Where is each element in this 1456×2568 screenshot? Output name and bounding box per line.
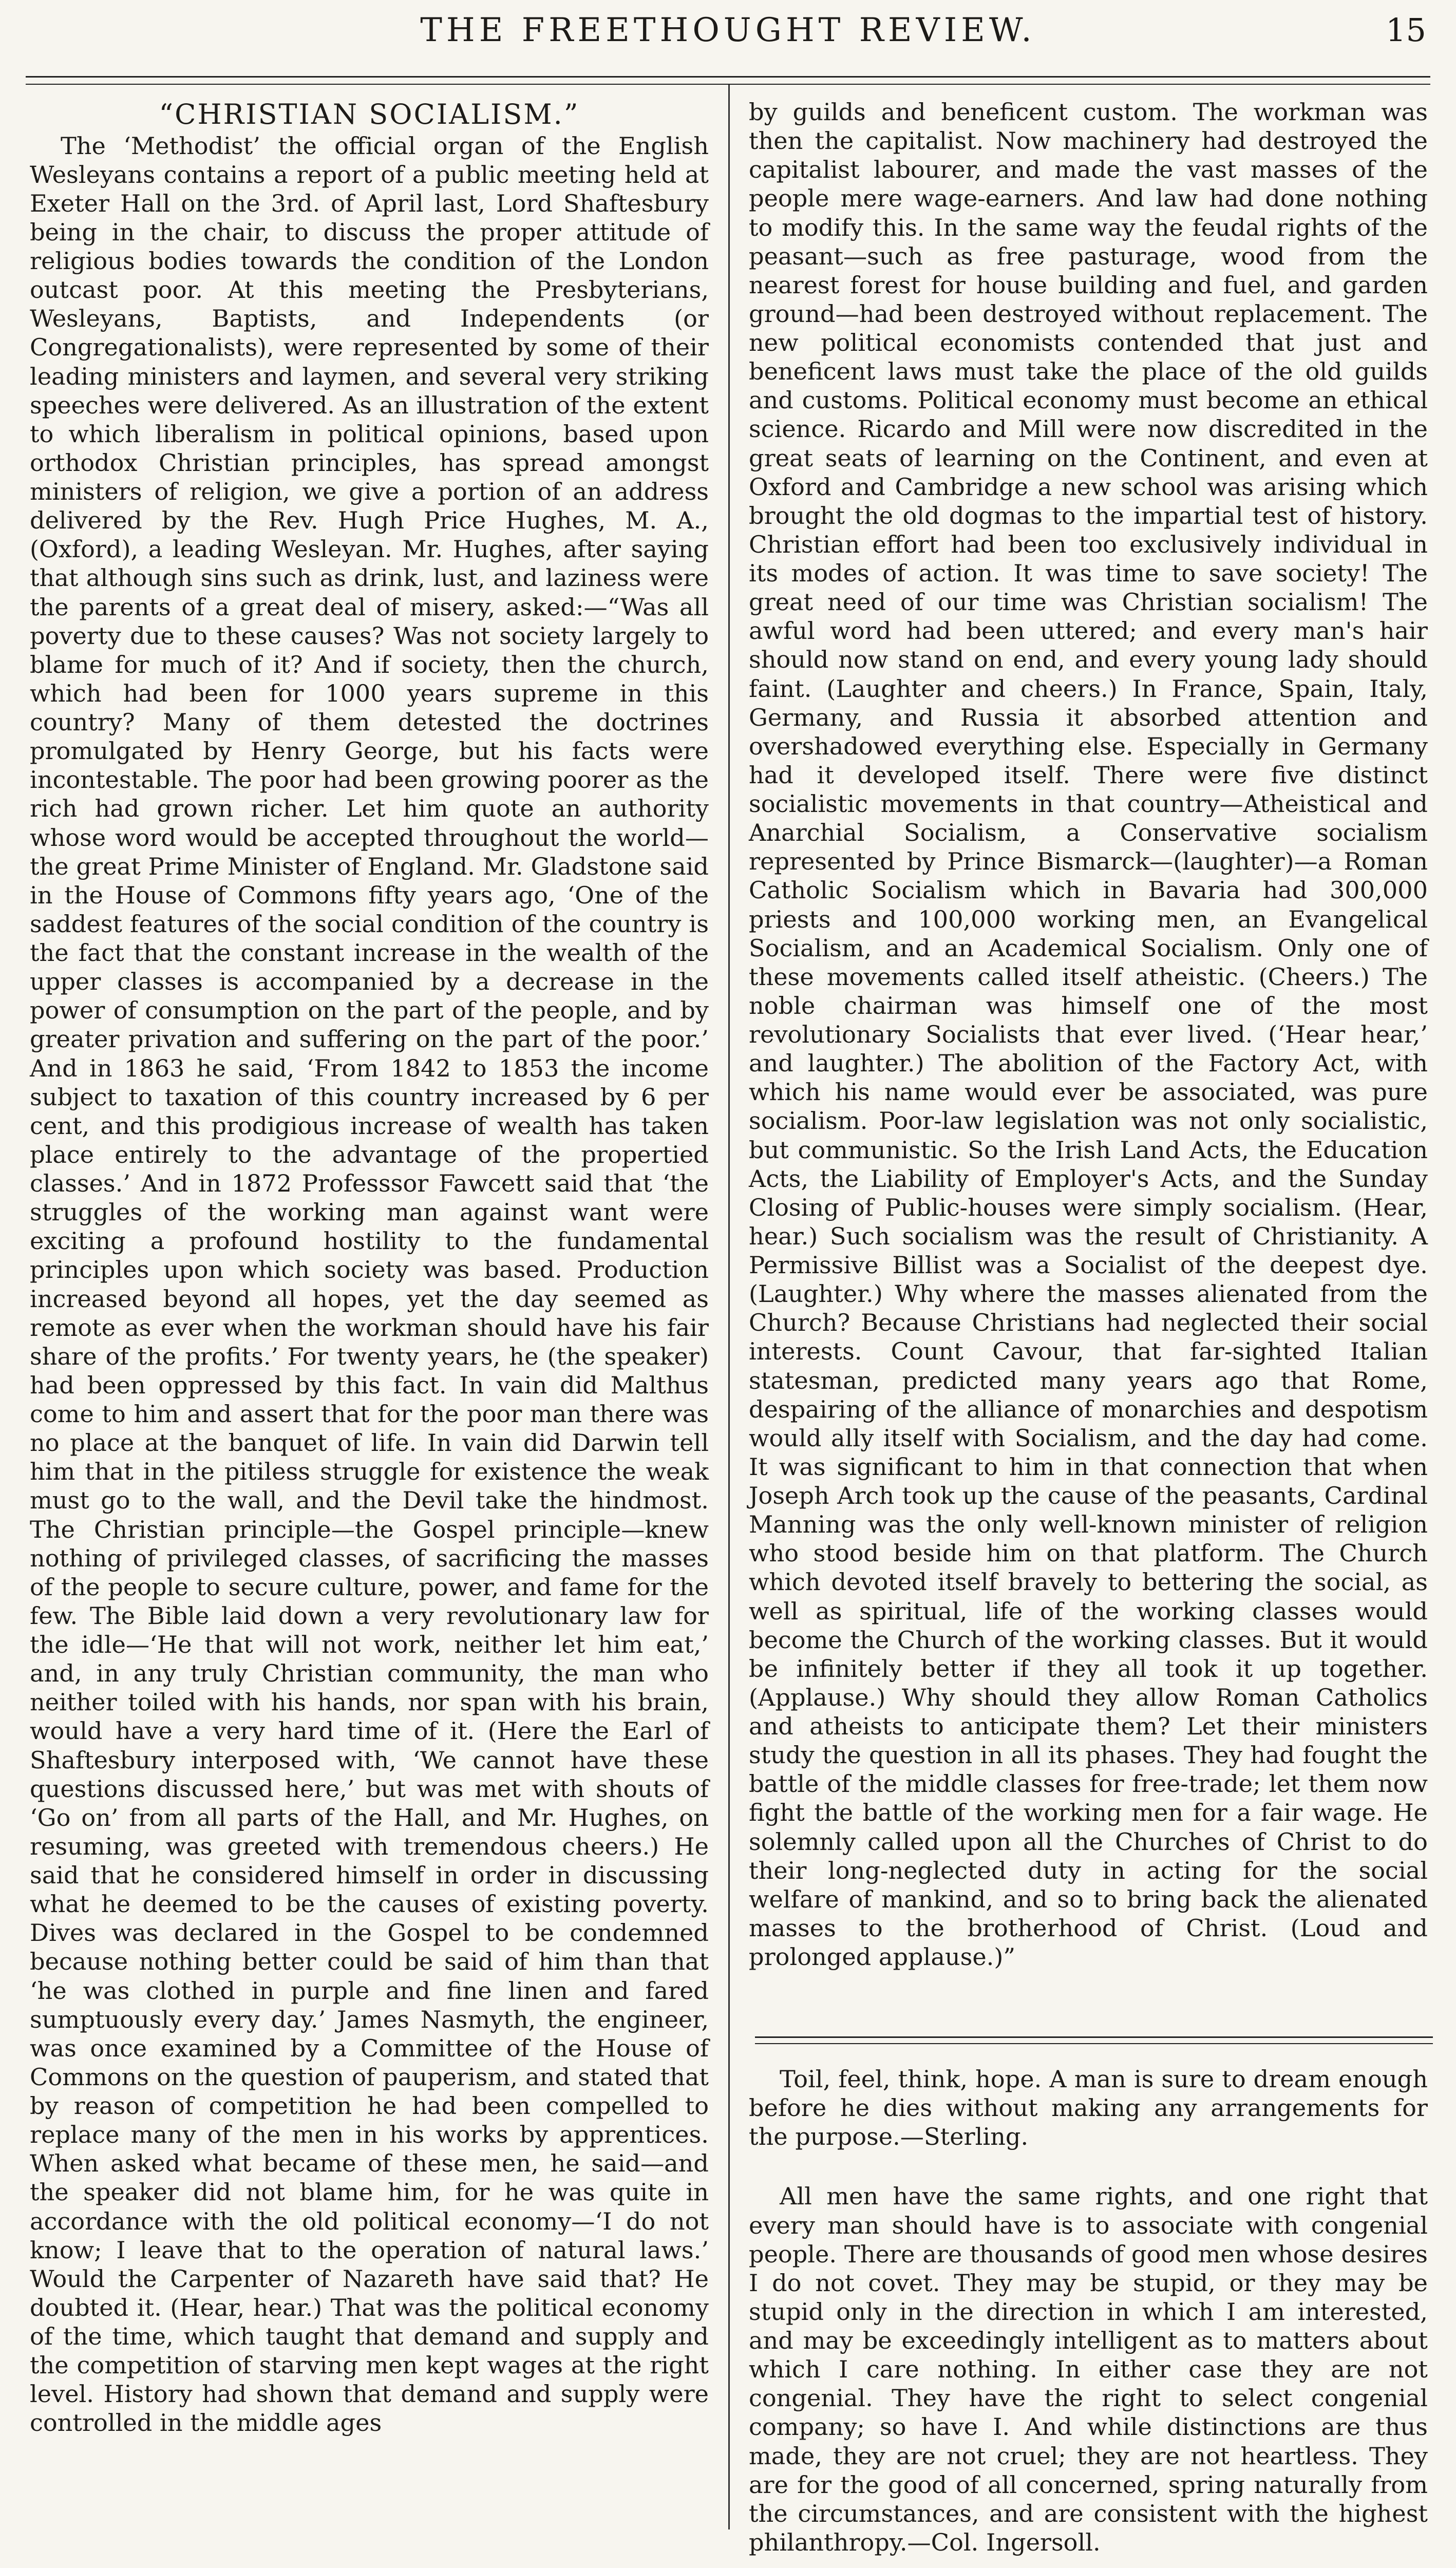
left-column [30, 98, 709, 2438]
article-body-left: The ‘Methodist’ the official organ of the English Wesleyans contains a report of a public meeting held at Exeter Hall on the 3rd. of April last, Lord Shaftesbury being in the chair, to discuss the proper attitude of religious bodies towards the condition of the London outcast poor. At this meeting the Presbyterians, Wesleyans, Baptists, and Independents (or Congregationalists), were represented by some of their leading ministers and laymen, and several very striking speeches were delivered. As an illustration of the extent to which liberalism in political opinions, based upon orthodox Christian principles, has spread amongst ministers of religion, we give a portion of an address delivered by the Rev. Hugh Price Hughes, M. A., (Oxford), a leading Wesleyan. Mr. Hughes, after saying that although sins such as drink, lust, and laziness were the parents of a great deal of misery, asked:—“Was all poverty due to these causes? Was not society largely to blame for much of it? And if society, then the church, which had been for 1000 years supreme in this country? Many of them detested the doctrines promulgated by Henry George, but his facts were incontestable. The poor had been growing poorer as the rich had grown richer. Let him quote an authority whose word would be accepted throughout the world—the great Prime Minister of England. Mr. Gladstone said in the House of Commons fifty years ago, ‘One of the saddest features of the social condition of the country is the fact that the constant increase in the wealth of the upper classes is accompanied by a decrease in the power of consumption on the part of the people, and by greater privation and suffering on the part of the poor.’ And in 1863 he said, ‘From 1842 to 1853 the income subject to taxation of this country increased by 6 per cent, and this prodigious increase of wealth has taken place entirely to the advantage of the propertied classes.’ And in 1872 Professsor Fawcett said that ‘the struggles of the working man against want were exciting a profound hostility to the fundamental principles upon which society was based. Production increased beyond all hopes, yet the day seemed as remote as ever when the workman should have his fair share of the profits.’ For twenty years, he (the speaker) had been oppressed by this fact. In vain did Malthus come to him and assert that for the poor man there was no place at the banquet of life. In vain did Darwin tell him that in the pitiless struggle for existence the weak must go to the wall, and the Devil take the hindmost. The Christian principle—the Gospel principle—knew nothing of privileged classes, of sacrificing the masses of the people to secure culture, power, and fame for the few. The Bible laid down a very revolutionary law for the idle—‘He that will not work, neither let him eat,’ and, in any truly Christian community, the man who neither toiled with his hands, nor span with his brain, would have a very hard time of it. (Here the Earl of Shaftesbury interposed with, ‘We cannot have these questions discussed here,’ but was met with shouts of ‘Go on’ from all parts of the Hall, and Mr. Hughes, on resuming, was greeted with tremendous cheers.) He said that he considered himself in order in discussing what he deemed to be the causes of existing poverty. Dives was declared in the Gospel to be condemned because nothing better could be said of him than that ‘he was clothed in purple and fine linen and fared sumptuously every day.’ James Nasmyth, the engineer, was once examined by a Committee of the House of Commons on the question of pauperism, and stated that by reason of competition he had been compelled to replace many of the men in his works by apprentices. When asked what became of these men, he said—and the speaker did not blame him, for he was quite in accordance with the old political economy—‘I do not know; I leave that to the operation of natural laws.’ Would the Carpenter of Nazareth have said that? He doubted it. (Hear, hear.) That was the political economy of the time, which taught that demand and supply and the competition of starving men kept wages at the right level. History had shown that demand and supply were controlled in the middle ages [30, 131, 709, 2437]
quote-sterling: Toil, feel, think, hope. A man is sure to dream enough before he dies without making any arrangements for the purpose.—Sterling. [749, 2065, 1428, 2151]
right-column [749, 98, 1428, 1971]
journal-title: THE FREETHOUGHT REVIEW. [420, 11, 1036, 49]
header-rule [26, 76, 1430, 85]
quotes-section [749, 2065, 1428, 2568]
section-rule [755, 2036, 1433, 2044]
quote-ingersoll: All men have the same rights, and one right that every man should have is to associate with congenial people. There are thousands of good men whose desires I do not covet. They may be stupid, or they may be stupid only in the direction in which I am interested, and may be exceedingly intelligent as to matters about which I care nothing. In either case they are not congenial. They have the right to select congenial company; so have I. And while distinctions are thus made, they are not cruel; they are not heartless. They are for the good of all concerned, spring naturally from the circumstances, and are consistent with the highest philanthropy.—Col. Ingersoll. [749, 2182, 1428, 2556]
column-divider [728, 85, 730, 2529]
article-body-right: by guilds and beneficent custom. The workman was then the capitalist. Now machinery had destroyed the capitalist labourer, and made the vast masses of the people mere wage-earners. And law had done nothing to modify this. In the same way the feudal rights of the peasant—such as free pasturage, wood from the nearest forest for house building and fuel, and garden ground—had been destroyed without replacement. The new political economists contended that just and beneficent laws must take the place of the old guilds and customs. Political economy must become an ethical science. Ricardo and Mill were now discredited in the great seats of learning on the Continent, and even at Oxford and Cambridge a new school was arising which brought the old dogmas to the impartial test of history. Christian effort had been too exclusively individual in its modes of action. It was time to save society! The great need of our time was Christian socialism! The awful word had been uttered; and every man's hair should now stand on end, and every young lady should faint. (Laughter and cheers.) In France, Spain, Italy, Germany, and Russia it absorbed attention and overshadowed everything else. Especially in Germany had it developed itself. There were five distinct socialistic movements in that country—Atheistical and Anarchial Socialism, a Conservative socialism represented by Prince Bismarck—(laughter)—a Roman Catholic Socialism which in Bavaria had 300,000 priests and 100,000 working men, an Evangelical Socialism, and an Academical Socialism. Only one of these movements called itself atheistic. (Cheers.) The noble chairman was himself one of the most revolutionary Socialists that ever lived. (‘Hear hear,’ and laughter.) The abolition of the Factory Act, with which his name would ever be associated, was pure socialism. Poor-law legislation was not only socialistic, but communistic. So the Irish Land Acts, the Education Acts, the Liability of Employer's Acts, and the Sunday Closing of Public-houses were simply socialism. (Hear, hear.) Such socialism was the result of Christianity. A Permissive Billist was a Socialist of the deepest dye. (Laughter.) Why where the masses alienated from the Church? Because Christians had neglected their social interests. Count Cavour, that far-sighted Italian statesman, predicted many years ago that Rome, despairing of the alliance of monarchies and despotism would ally itself with Socialism, and the day had come. It was significant to him in that connection that when Joseph Arch took up the cause of the peasants, Cardinal Manning was the only well-known minister of religion who stood beside him on that platform. The Church which devoted itself bravely to bettering the social, as well as spiritual, life of the working classes would become the Church of the working classes. But it would be infinitely better if they all took it up together. (Applause.) Why should they allow Roman Catholics and atheists to anticipate them? Let their ministers study the question in all its phases. They had fought the battle of the middle classes for free-trade; let them now fight the battle of the working men for a fair wage. He solemnly called upon all the Churches of Christ to do their long-neglected duty in acting for the social welfare of mankind, and so to bring back the alienated masses to the brotherhood of Christ. (Loud and prolonged applause.)” [749, 98, 1428, 1971]
page-header [0, 0, 1456, 77]
article-title: “CHRISTIAN SOCIALISM.” [159, 98, 580, 130]
page-number: 15 [1386, 11, 1426, 49]
